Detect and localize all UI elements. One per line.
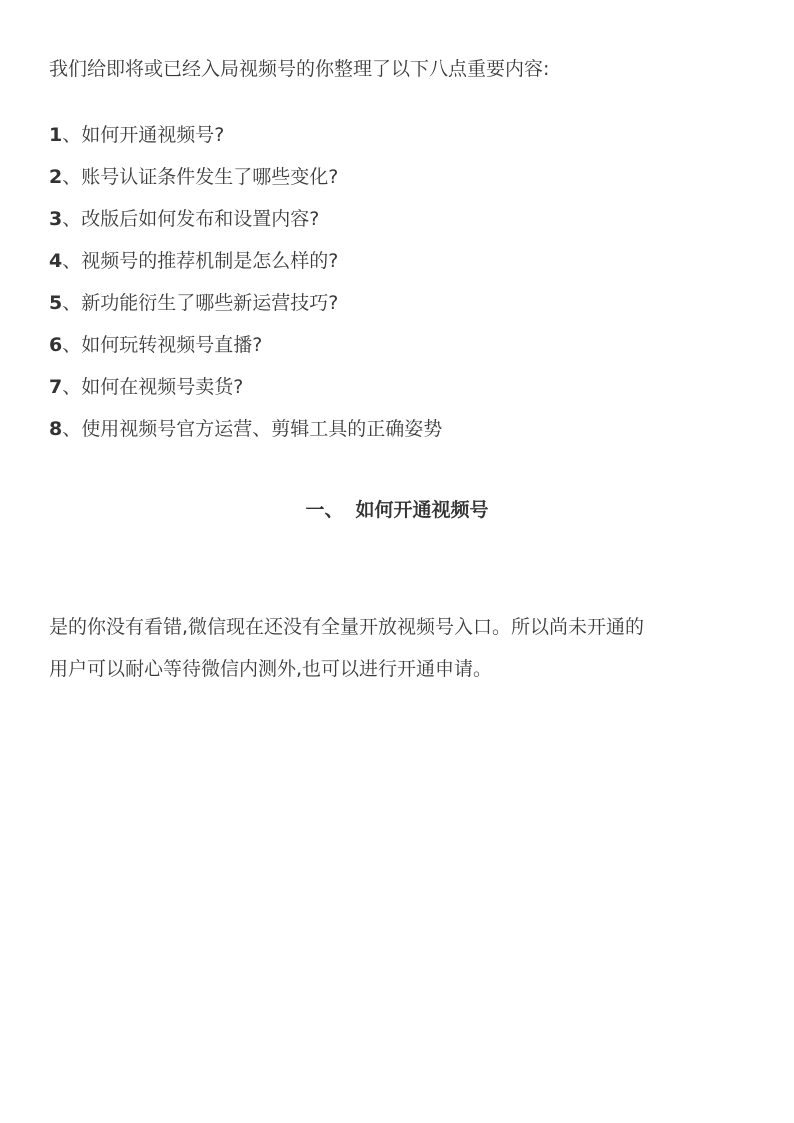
toc-text: 、视频号的推荐机制是怎么样的?: [62, 250, 339, 272]
body-paragraph: [49, 606, 745, 690]
toc-number: 6: [49, 334, 63, 356]
section-heading: [49, 496, 745, 524]
toc-item-7: [49, 373, 442, 415]
toc-number: 5: [49, 292, 63, 314]
toc-text: 、如何开通视频号?: [62, 124, 225, 146]
toc-number: 2: [49, 166, 63, 188]
toc-item-6: [49, 331, 442, 373]
intro-text: 我们给即将或已经入局视频号的你整理了以下八点重要内容:: [49, 58, 550, 80]
section-title: 如何开通视频号: [355, 499, 489, 521]
toc-number: 7: [49, 376, 63, 398]
toc-number: 1: [49, 124, 63, 146]
toc-text: 、改版后如何发布和设置内容?: [62, 208, 320, 230]
toc-number: 8: [49, 418, 63, 440]
toc-item-3: [49, 205, 442, 247]
toc-item-2: [49, 163, 442, 205]
toc-number: 4: [49, 250, 63, 272]
toc-number: 3: [49, 208, 63, 230]
paragraph-line: 用户可以耐心等待微信内测外,也可以进行开通申请。: [49, 658, 493, 680]
table-of-contents: [49, 121, 442, 457]
toc-text: 、使用视频号官方运营、剪辑工具的正确姿势: [62, 418, 443, 440]
toc-item-5: [49, 289, 442, 331]
paragraph-line: 是的你没有看错,微信现在还没有全量开放视频号入口。所以尚未开通的: [49, 616, 645, 638]
section-number: 一、: [305, 499, 344, 521]
toc-item-8: [49, 415, 442, 457]
toc-text: 、如何玩转视频号直播?: [62, 334, 263, 356]
toc-item-4: [49, 247, 442, 289]
toc-item-1: [49, 121, 442, 163]
toc-text: 、账号认证条件发生了哪些变化?: [62, 166, 339, 188]
toc-text: 、如何在视频号卖货?: [62, 376, 244, 398]
toc-text: 、新功能衍生了哪些新运营技巧?: [62, 292, 339, 314]
